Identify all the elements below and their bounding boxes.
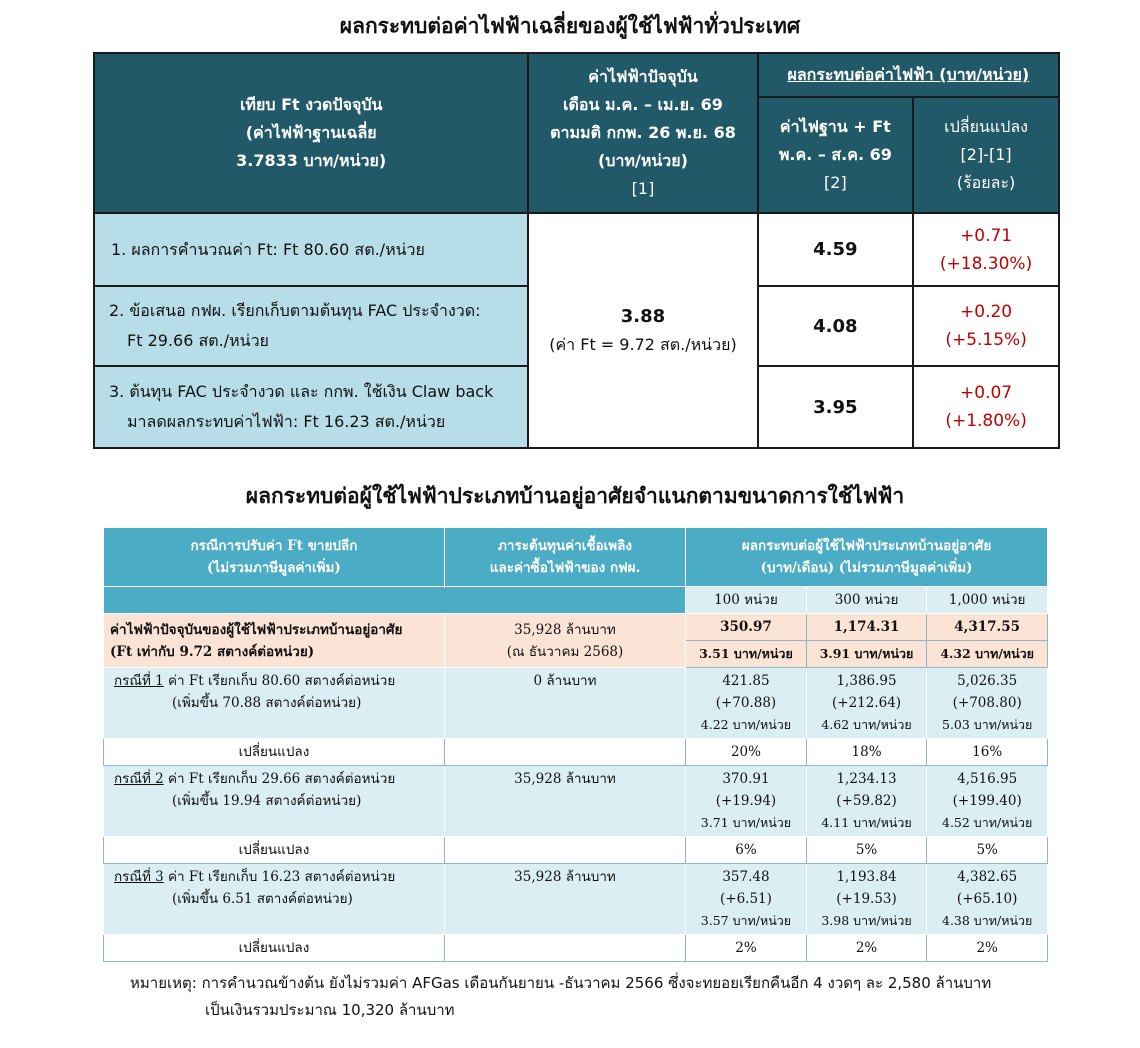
current-per-unit-300: 3.91 บาท/หน่วย bbox=[806, 641, 927, 668]
case-3-change-100: 2% bbox=[686, 935, 807, 962]
unit-300: 300 หน่วย bbox=[806, 587, 927, 614]
current-label-line: (Ft เท่ากับ 9.72 สตางค์ต่อหน่วย) bbox=[110, 643, 315, 660]
header-compare-line: เทียบ Ft งวดปัจจุบัน bbox=[239, 95, 383, 114]
header-case-line: กรณีการปรับค่า Ft ขายปลีก bbox=[190, 538, 358, 554]
average-impact-table bbox=[93, 52, 1060, 449]
current-burden-line: 35,928 ล้านบาท bbox=[514, 621, 616, 638]
current-tariff-value: 3.88 bbox=[620, 305, 666, 327]
current-bill-1000: 4,317.55 bbox=[927, 614, 1048, 641]
header-impact-line: ผลกระทบต่อผู้ใช้ไฟฟ้าประเภทบ้านอยู่อาศัย bbox=[741, 538, 992, 554]
residential-impact-table bbox=[103, 527, 1048, 962]
case-2-label bbox=[94, 286, 528, 366]
case-label-line: Ft 29.66 สต./หน่วย bbox=[127, 331, 269, 350]
case-number: กรณีที่ 2 bbox=[114, 771, 164, 787]
case-3-desc bbox=[104, 864, 445, 935]
case-1-change-1000: 16% bbox=[927, 739, 1048, 766]
case-2-bill-1000: 4,516.95 (+199.40) 4.52 บาท/หน่วย bbox=[927, 766, 1048, 837]
current-burden-line: (ณ ธันวาคม 2568) bbox=[506, 643, 624, 660]
header-current-line: ตามมติ กกพ. 26 พ.ย. 68 bbox=[550, 123, 736, 142]
case-description: ค่า Ft เรียกเก็บ 16.23 สตางค์ต่อหน่วย bbox=[168, 869, 396, 885]
header-current-tariff bbox=[528, 53, 757, 213]
current-bill-100: 350.97 bbox=[686, 614, 807, 641]
header-compare-line: 3.7833 บาท/หน่วย) bbox=[236, 151, 387, 170]
header-impact bbox=[686, 528, 1048, 587]
case-1-bill-1000: 5,026.35 (+708.80) 5.03 บาท/หน่วย bbox=[927, 668, 1048, 739]
header-compare-line: (ค่าไฟฟ้าฐานเฉลี่ย bbox=[245, 123, 377, 142]
case-3-change bbox=[913, 366, 1059, 448]
case-label-line: 3. ต้นทุน FAC ประจำงวด และ กกพ. ใช้เงิน Claw back bbox=[109, 382, 494, 401]
case-3-change-label: เปลี่ยนแปลง bbox=[104, 935, 445, 962]
case-label-line: มาลดผลกระทบค่าไฟฟ้า: Ft 16.23 สต./หน่วย bbox=[127, 412, 446, 431]
case-1-change bbox=[913, 213, 1059, 286]
header-base-line: พ.ค. – ส.ค. 69 bbox=[778, 145, 892, 164]
header-case bbox=[104, 528, 445, 587]
case-description: ค่า Ft เรียกเก็บ 29.66 สตางค์ต่อหน่วย bbox=[168, 771, 396, 787]
case-description: ค่า Ft เรียกเก็บ 80.60 สตางค์ต่อหน่วย bbox=[168, 673, 396, 689]
current-bill-300: 1,174.31 bbox=[806, 614, 927, 641]
header-current-line: (บาท/หน่วย) bbox=[597, 151, 688, 170]
case-1-change-100: 20% bbox=[686, 739, 807, 766]
change-percent: (+1.80%) bbox=[945, 411, 1027, 431]
current-per-unit-1000: 4.32 บาท/หน่วย bbox=[927, 641, 1048, 668]
change-value: +0.71 bbox=[960, 225, 1013, 246]
case-2-bill-100: 370.91 (+19.94) 3.71 บาท/หน่วย bbox=[686, 766, 807, 837]
header-base-line: ค่าไฟฐาน + Ft bbox=[779, 117, 891, 136]
unit-100: 100 หน่วย bbox=[686, 587, 807, 614]
header-change-line: เปลี่ยนแปลง bbox=[944, 117, 1028, 136]
change-value: +0.07 bbox=[960, 383, 1013, 403]
case-2-change-100: 6% bbox=[686, 837, 807, 864]
current-label-line: ค่าไฟฟ้าปัจจุบันของผู้ใช้ไฟฟ้าประเภทบ้านอยู่อาศัย bbox=[110, 621, 403, 638]
case-2-bill-300: 1,234.13 (+59.82) 4.11 บาท/หน่วย bbox=[806, 766, 927, 837]
case-2-desc bbox=[104, 766, 445, 837]
header-burden bbox=[444, 528, 685, 587]
case-1-change-label: เปลี่ยนแปลง bbox=[104, 739, 445, 766]
header-change bbox=[913, 97, 1059, 213]
header-burden-line: ภาระต้นทุนค่าเชื้อเพลิง bbox=[498, 538, 632, 554]
case-2-value: 4.08 bbox=[758, 286, 914, 366]
change-percent: (+18.30%) bbox=[939, 253, 1033, 274]
footnote bbox=[130, 970, 1090, 1024]
current-residential-label bbox=[104, 614, 445, 668]
case-3-burden: 35,928 ล้านบาท bbox=[444, 864, 685, 935]
header-current-line: [1] bbox=[631, 179, 655, 198]
header-change-line: [2]-[1] bbox=[960, 145, 1012, 164]
case-3-label bbox=[94, 366, 528, 448]
case-3-value: 3.95 bbox=[758, 366, 914, 448]
header-impact-group: ผลกระทบต่อค่าไฟฟ้า (บาท/หน่วย) bbox=[758, 53, 1059, 97]
header-impact-line: (บาท/เดือน) (ไม่รวมภาษีมูลค่าเพิ่ม) bbox=[760, 560, 973, 576]
case-1-label bbox=[94, 213, 528, 286]
case-increase: (เพิ่มขึ้น 19.94 สตางค์ต่อหน่วย) bbox=[172, 793, 362, 809]
footnote-line-2: เป็นเงินรวมประมาณ 10,320 ล้านบาท bbox=[205, 1001, 455, 1019]
case-3-bill-300: 1,193.84 (+19.53) 3.98 บาท/หน่วย bbox=[806, 864, 927, 935]
case-3-change-1000: 2% bbox=[927, 935, 1048, 962]
section-title-average-impact: ผลกระทบต่อค่าไฟฟ้าเฉลี่ยของผู้ใช้ไฟฟ้าทั่วประเทศ bbox=[339, 14, 801, 38]
header-burden-line: และค่าซื้อไฟฟ้าของ กฟผ. bbox=[489, 560, 641, 576]
case-1-bill-300: 1,386.95 (+212.64) 4.62 บาท/หน่วย bbox=[806, 668, 927, 739]
header-current-line: ค่าไฟฟ้าปัจจุบัน bbox=[588, 67, 698, 86]
unit-1000: 1,000 หน่วย bbox=[927, 587, 1048, 614]
header-base-ft bbox=[758, 97, 914, 213]
case-increase: (เพิ่มขึ้น 6.51 สตางค์ต่อหน่วย) bbox=[172, 891, 353, 907]
case-label-line: 2. ข้อเสนอ กฟผ. เรียกเก็บตามต้นทุน FAC ประจำงวด: bbox=[109, 301, 481, 320]
section-title-residential-impact: ผลกระทบต่อผู้ใช้ไฟฟ้าประเภทบ้านอยู่อาศัยจำแนกตามขนาดการใช้ไฟฟ้า bbox=[245, 484, 905, 508]
case-3-bill-100: 357.48 (+6.51) 3.57 บาท/หน่วย bbox=[686, 864, 807, 935]
case-number: กรณีที่ 3 bbox=[114, 869, 164, 885]
case-2-change-label: เปลี่ยนแปลง bbox=[104, 837, 445, 864]
header-compare bbox=[94, 53, 528, 213]
header-current-line: เดือน ม.ค. – เม.ย. 69 bbox=[563, 95, 723, 114]
case-2-change-1000: 5% bbox=[927, 837, 1048, 864]
case-1-change-300: 18% bbox=[806, 739, 927, 766]
change-percent: (+5.15%) bbox=[945, 330, 1027, 350]
case-3-bill-1000: 4,382.65 (+65.10) 4.38 บาท/หน่วย bbox=[927, 864, 1048, 935]
change-value: +0.20 bbox=[960, 302, 1013, 322]
case-label-line: 1. ผลการคำนวณค่า Ft: Ft 80.60 สต./หน่วย bbox=[111, 239, 425, 259]
current-tariff-cell bbox=[528, 213, 757, 448]
current-ft-note: (ค่า Ft = 9.72 สต./หน่วย) bbox=[549, 334, 737, 354]
header-change-line: (ร้อยละ) bbox=[956, 173, 1016, 192]
case-3-change-300: 2% bbox=[806, 935, 927, 962]
case-2-burden: 35,928 ล้านบาท bbox=[444, 766, 685, 837]
header-base-line: [2] bbox=[824, 173, 847, 192]
case-2-change-300: 5% bbox=[806, 837, 927, 864]
case-increase: (เพิ่มขึ้น 70.88 สตางค์ต่อหน่วย) bbox=[172, 695, 362, 711]
case-2-change bbox=[913, 286, 1059, 366]
case-number: กรณีที่ 1 bbox=[114, 673, 164, 689]
current-burden bbox=[444, 614, 685, 668]
case-1-burden: 0 ล้านบาท bbox=[444, 668, 685, 739]
case-1-value: 4.59 bbox=[758, 213, 914, 286]
footnote-line-1: หมายเหตุ: การคำนวณข้างต้น ยังไม่รวมค่า AFGas เดือนกันยายน -ธันวาคม 2566 ซึ่งจะทยอยเรียกคืนอีก 4 งวดๆ ละ 2,580 ล้านบาท bbox=[130, 974, 992, 992]
case-1-desc bbox=[104, 668, 445, 739]
case-1-bill-100: 421.85 (+70.88) 4.22 บาท/หน่วย bbox=[686, 668, 807, 739]
current-per-unit-100: 3.51 บาท/หน่วย bbox=[686, 641, 807, 668]
header-case-line: (ไม่รวมภาษีมูลค่าเพิ่ม) bbox=[207, 560, 341, 576]
